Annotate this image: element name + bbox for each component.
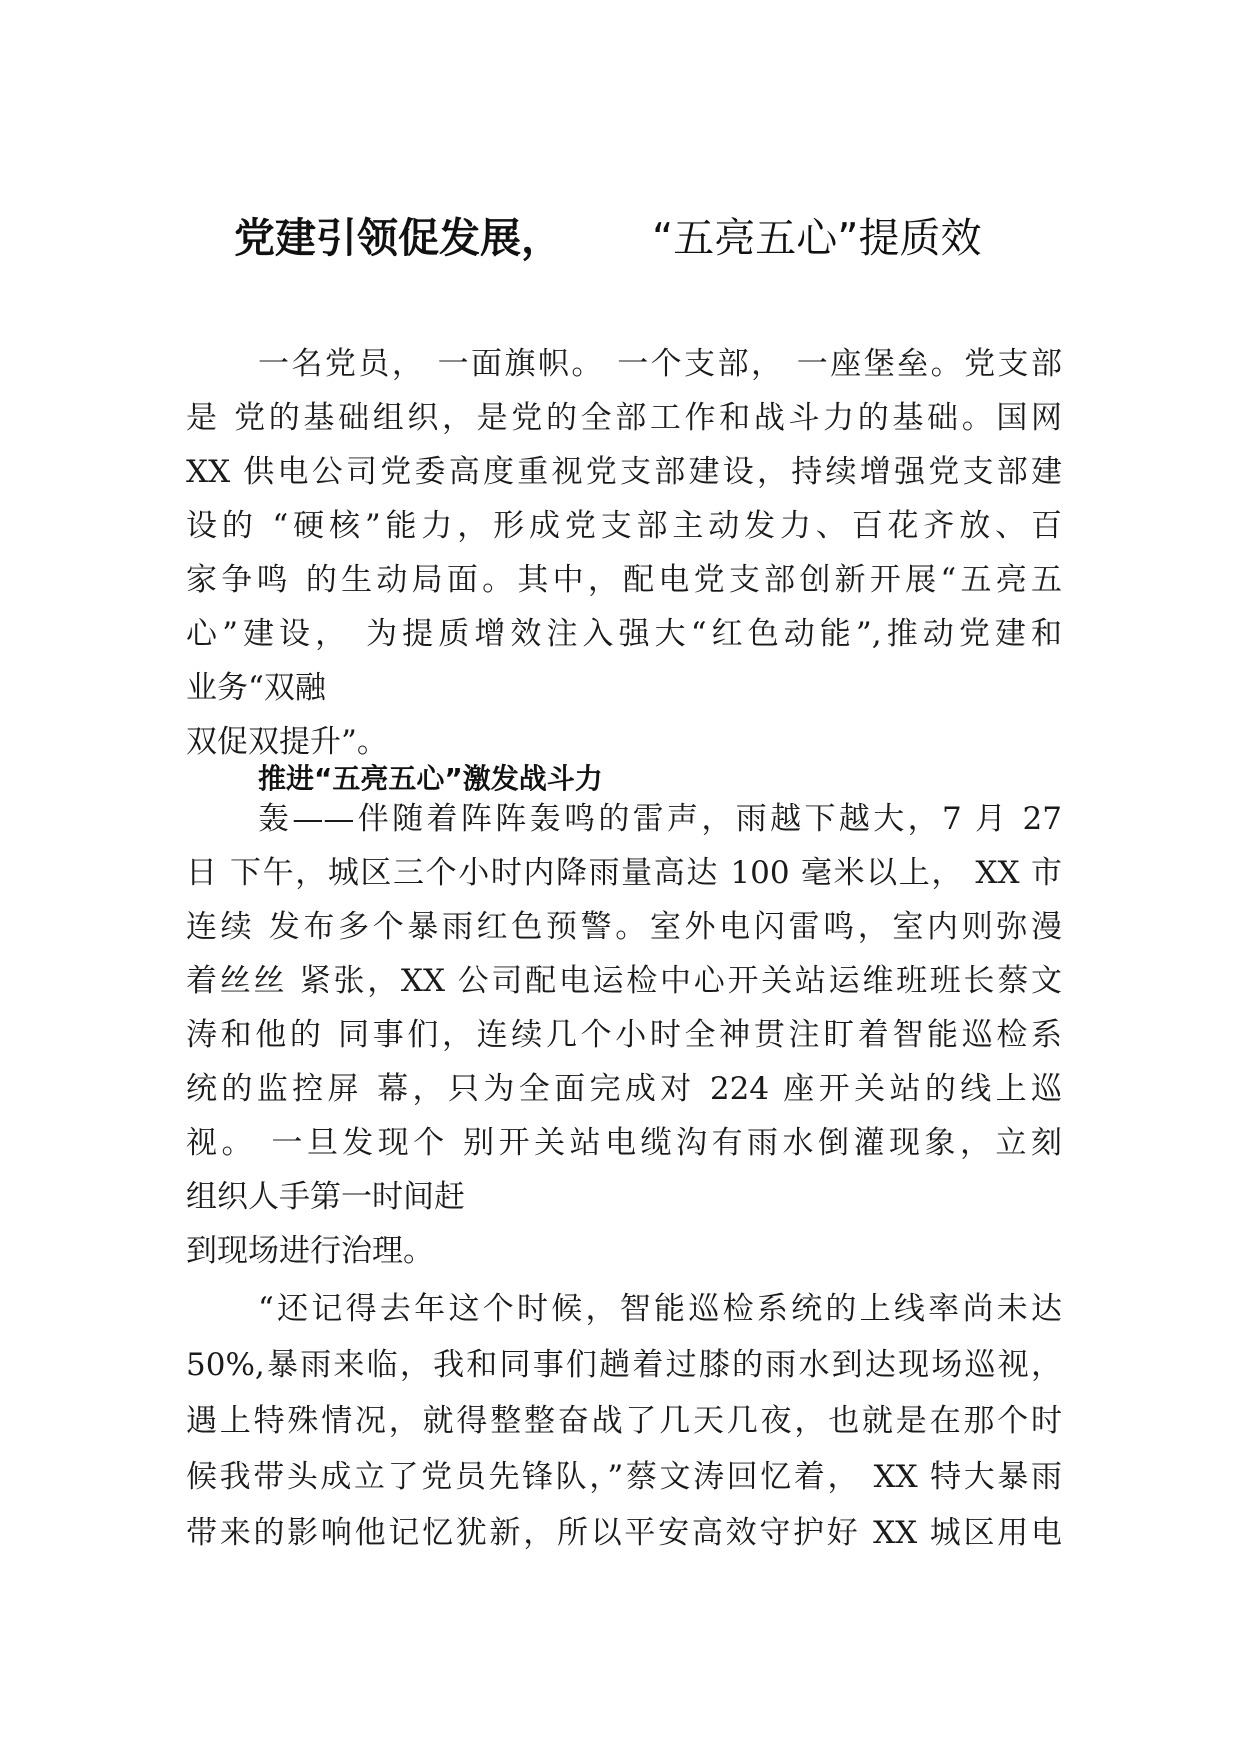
paragraph-rainstorm (186, 792, 1062, 1278)
paragraph-line: 遇上特殊情况，就得整整奋战了几天几夜，也就是在那个时 (186, 1403, 1062, 1439)
paragraph-line: “还记得去年这个时候，智能巡检系统的上线率尚未达 (258, 1291, 1062, 1327)
paragraph-line: 50%,暴雨来临，我和同事们趟着过膝的雨水到达现场巡视， (186, 1347, 1062, 1383)
paragraph-intro (186, 337, 1062, 769)
paragraph-line: 视。 一旦发现个 别开关站电缆沟有雨水倒灌现象，立刻 (186, 1125, 1062, 1161)
paragraph-line: 带来的影响他记忆犹新，所以平安高效守护好 XX 城区用电 (186, 1515, 1062, 1551)
paragraph-line: 轰——伴随着阵阵轰鸣的雷声，雨越下越大，7 月 27 (258, 801, 1062, 837)
document-title (0, 208, 1240, 268)
paragraph-line: 统的监控屏 幕，只为全面完成对 224 座开关站的线上巡 (186, 1071, 1062, 1107)
paragraph-line: 业务“双融 (186, 670, 326, 706)
paragraph-line: 双促双提升”。 (186, 724, 388, 760)
paragraph-line: 涛和他的 同事们，连续几个小时全神贯注盯着智能巡检系 (186, 1017, 1062, 1053)
paragraph-line: 着丝丝 紧张，XX 公司配电运检中心开关站运维班班长蔡文 (186, 963, 1062, 999)
paragraph-line: 组织人手第一时间赶 (186, 1179, 465, 1215)
paragraph-line: 到现场进行治理。 (186, 1233, 434, 1269)
paragraph-line: 家争鸣 的生动局面。其中，配电党支部创新开展“五亮五 (186, 562, 1062, 598)
paragraph-line: XX 供电公司党委高度重视党支部建设，持续增强党支部建 (186, 454, 1062, 490)
paragraph-line: 候我带头成立了党员先锋队，”蔡文涛回忆着， XX 特大暴雨 (186, 1459, 1062, 1495)
paragraph-line: 一名党员， 一面旗帜。 一个支部， 一座堡垒。党支部 (258, 346, 1062, 382)
paragraph-line: 心”建设， 为提质增效注入强大“红色动能”,推动党建和 (186, 616, 1062, 652)
title-part-2: “五亮五心”提质效 (652, 214, 982, 262)
paragraph-line: 设的 “硬核”能力，形成党支部主动发力、百花齐放、百 (186, 508, 1062, 544)
paragraph-line: 是 党的基础组织，是党的全部工作和战斗力的基础。国网 (186, 400, 1062, 436)
paragraph-line: 日 下午，城区三个小时内降雨量高达 100 毫米以上， XX 市 (186, 855, 1062, 891)
section-heading: 推进“五亮五心”激发战斗力 (258, 762, 603, 795)
paragraph-quote (186, 1281, 1062, 1561)
paragraph-line: 连续 发布多个暴雨红色预警。室外电闪雷鸣，室内则弥漫 (186, 909, 1062, 945)
title-part-1: 党建引领促发展， (234, 214, 562, 262)
